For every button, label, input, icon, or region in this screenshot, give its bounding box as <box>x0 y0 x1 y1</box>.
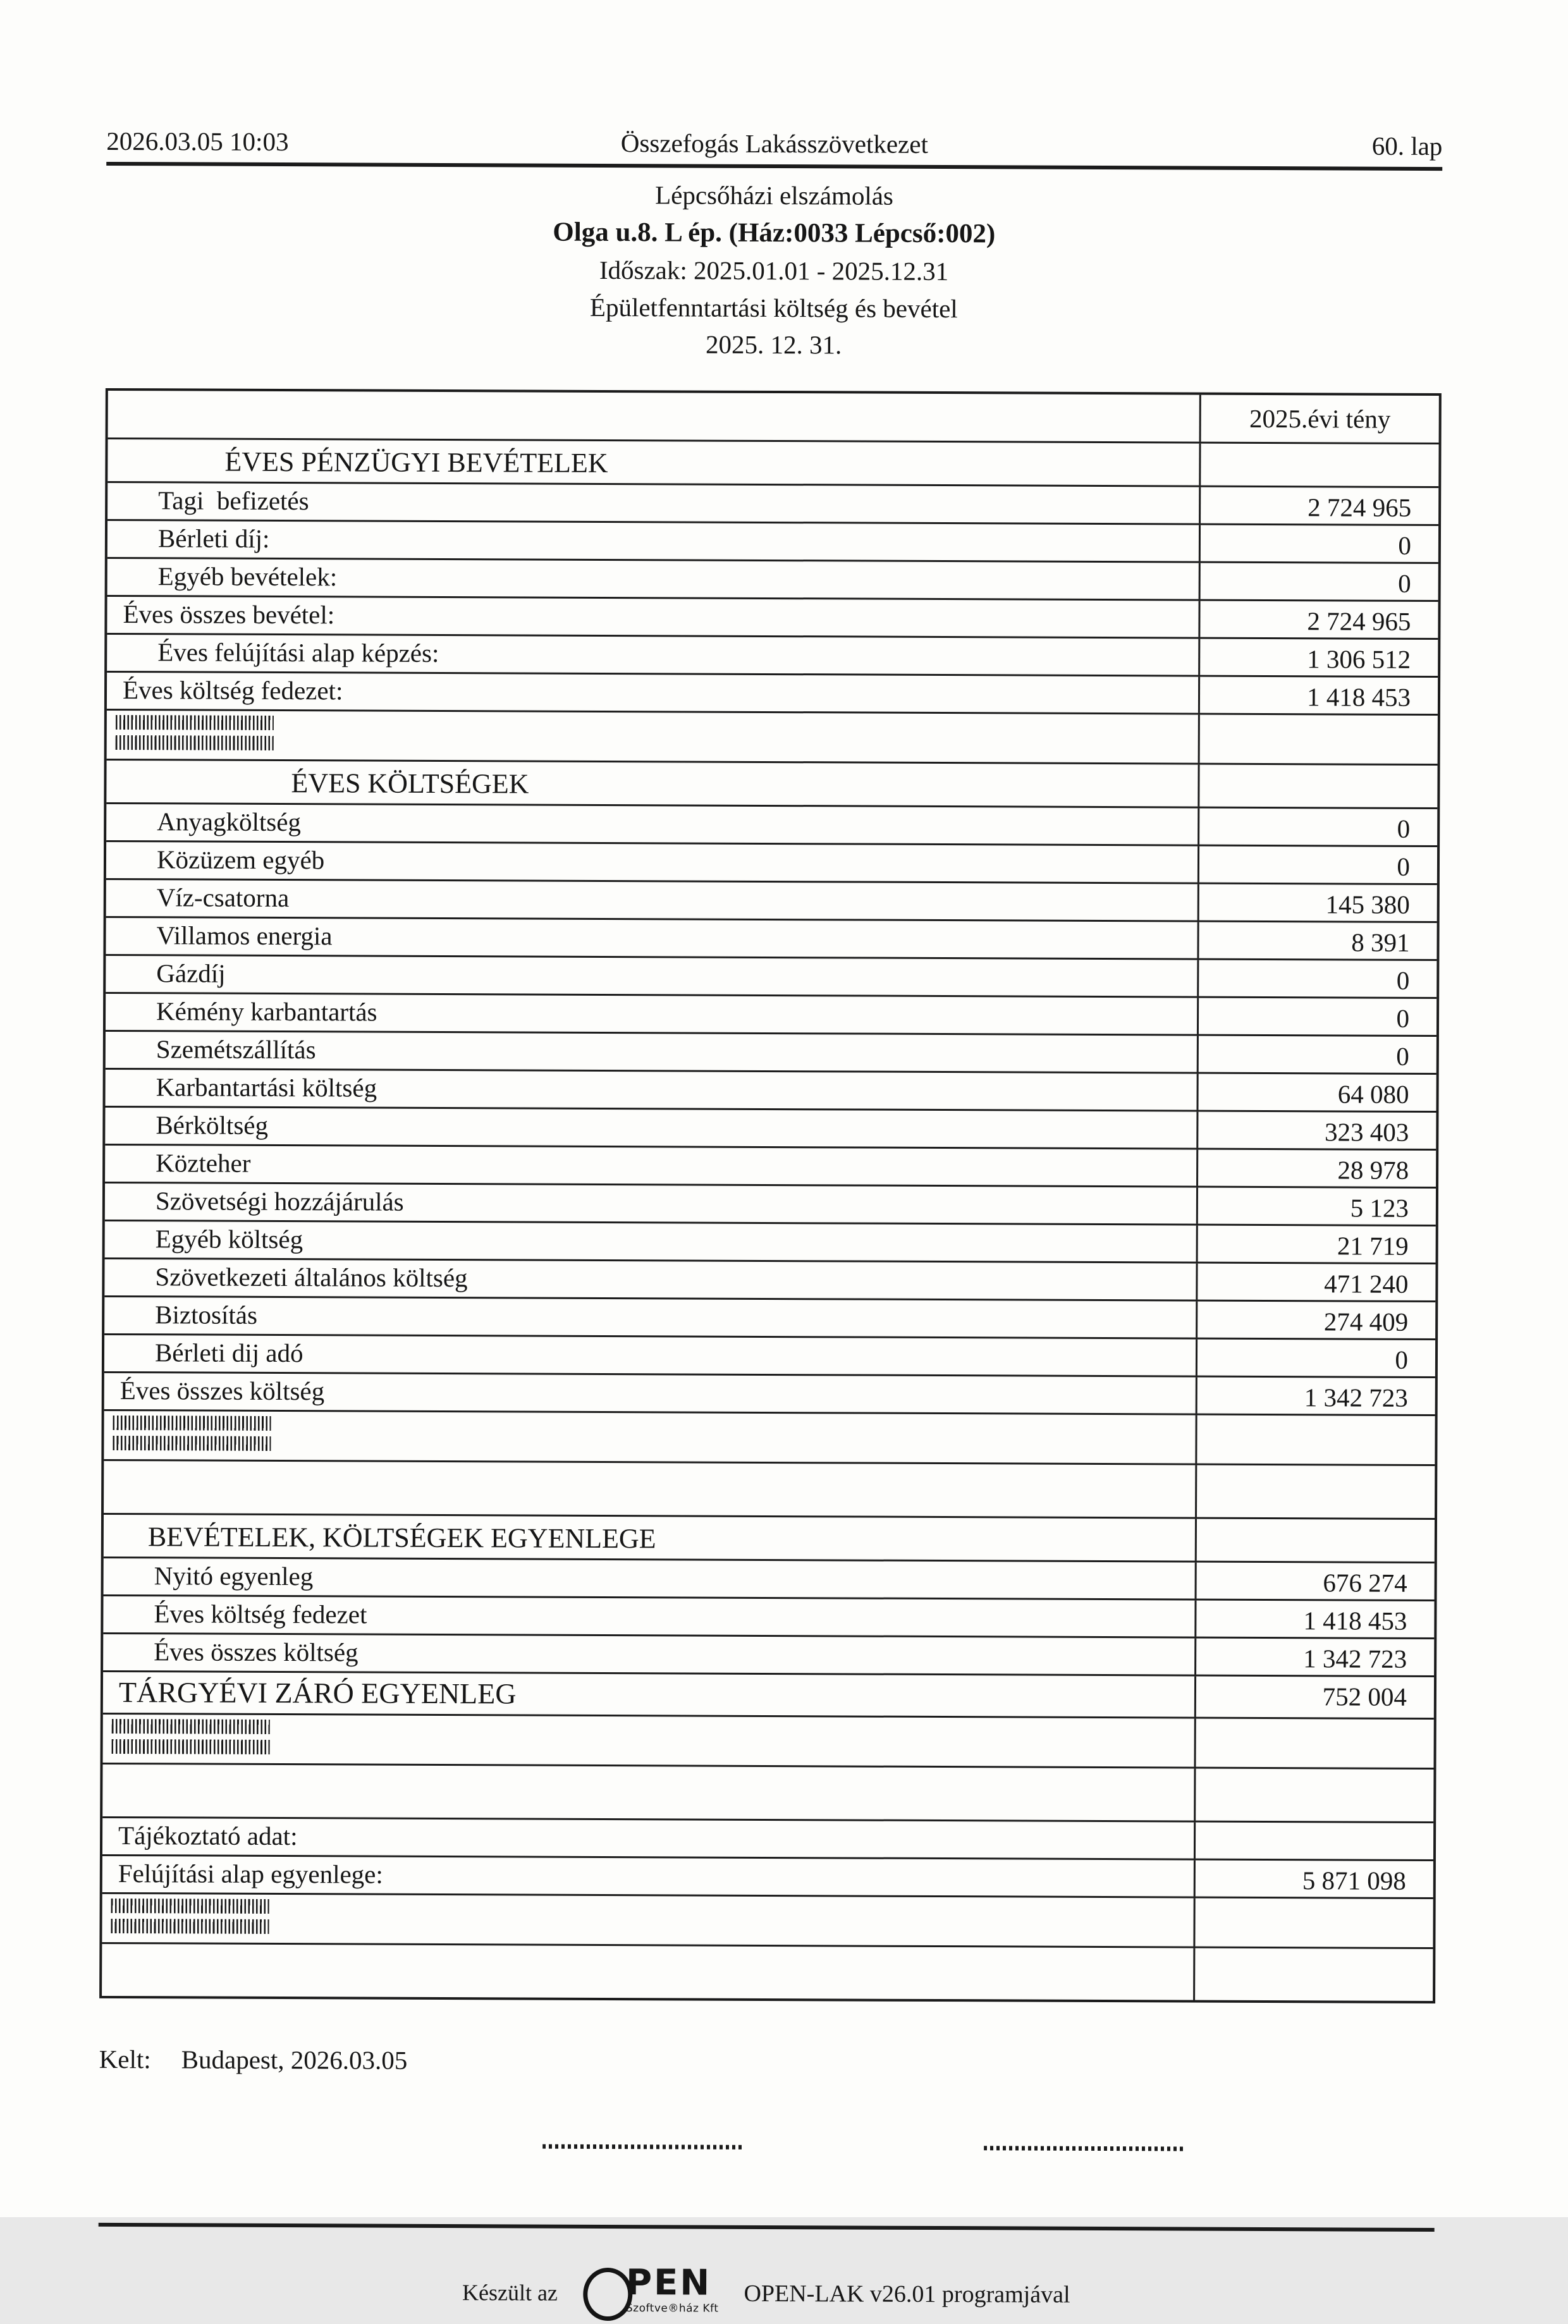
label-cell <box>107 521 1201 561</box>
table-row <box>106 918 1436 961</box>
row-label: Közteher <box>156 1148 251 1178</box>
value-cell <box>1197 1519 1435 1562</box>
row-value: 145 380 <box>1325 890 1410 919</box>
row-label: Gázdíj <box>156 958 226 988</box>
row-label: Kémény karbantartás <box>156 996 377 1027</box>
value-cell <box>1197 1465 1435 1518</box>
row-value: 1 418 453 <box>1306 682 1411 712</box>
label-cell <box>106 918 1199 958</box>
row-label: Éves összes költség <box>119 1376 325 1406</box>
table-row <box>102 1856 1433 1899</box>
row-label: Bérleti dij adó <box>154 1338 303 1368</box>
table-row <box>102 1818 1433 1861</box>
value-cell <box>1196 1601 1434 1637</box>
row-label: Közüzem egyéb <box>156 845 325 875</box>
value-cell <box>1199 809 1437 845</box>
statement-table <box>99 388 1442 2003</box>
table-row <box>105 1146 1436 1189</box>
row-value: 0 <box>1398 568 1411 598</box>
label-cell <box>107 597 1200 637</box>
table-row <box>106 880 1437 923</box>
row-label: ÉVES KÖLTSÉGEK <box>291 768 529 800</box>
row-label: Éves költség fedezet <box>154 1599 367 1629</box>
value-cell <box>1198 1112 1436 1149</box>
row-value: 8 391 <box>1351 927 1410 957</box>
footer-credit <box>98 2263 1434 2324</box>
barcode-stripe <box>113 1416 271 1431</box>
label-cell <box>104 1558 1197 1599</box>
row-label: Éves költség fedezet: <box>122 675 343 706</box>
row-value: 0 <box>1396 965 1410 995</box>
value-cell <box>1195 1899 1433 1947</box>
section-row <box>104 1515 1435 1563</box>
row-label: Anyagköltség <box>157 807 302 837</box>
barcode-stripe <box>116 735 274 750</box>
table-row <box>104 1259 1435 1302</box>
row-value: 1 306 512 <box>1307 644 1411 674</box>
label-cell <box>103 1596 1196 1637</box>
label-cell <box>106 1070 1199 1110</box>
row-value: 2 724 965 <box>1307 606 1411 636</box>
label-cell <box>107 483 1201 523</box>
row-value: 0 <box>1395 1345 1409 1374</box>
label-cell <box>104 1411 1197 1464</box>
scanned-sheet <box>98 0 1443 2324</box>
barcode-mark <box>107 715 274 755</box>
table-row <box>107 521 1438 564</box>
label-cell <box>106 761 1199 807</box>
section-row <box>107 439 1438 488</box>
barcode-mark <box>103 1719 270 1759</box>
value-cell <box>1200 639 1438 676</box>
table-row <box>104 1297 1435 1340</box>
value-cell <box>1196 1639 1434 1675</box>
table-row <box>105 1108 1436 1151</box>
value-cell <box>1196 1719 1434 1768</box>
value-cell <box>1201 525 1438 562</box>
open-logo-subtext: Szoftve®ház Kft <box>625 2302 719 2315</box>
row-label: Felújítási alap egyenlege: <box>118 1859 383 1889</box>
table-row <box>106 994 1436 1037</box>
table-row <box>107 597 1438 640</box>
open-logo-circle-icon <box>583 2268 632 2321</box>
value-cell <box>1199 847 1437 883</box>
row-value: 0 <box>1398 530 1412 560</box>
value-cell <box>1196 1861 1433 1897</box>
period-line: Időszak: 2025.01.01 - 2025.12.31 <box>599 255 949 286</box>
signature-dotted-line <box>542 2144 744 2150</box>
label-cell <box>102 1894 1195 1947</box>
table-row <box>107 559 1438 602</box>
building-title: Olga u.8. L ép. (Ház:0033 Lépcső:002) <box>553 217 996 249</box>
table-row <box>106 956 1436 999</box>
value-cell <box>1199 765 1437 807</box>
label-cell <box>106 842 1199 883</box>
value-cell <box>1199 884 1437 921</box>
table-row <box>104 1335 1435 1378</box>
label-cell <box>105 1108 1198 1148</box>
row-label: Villamos energia <box>156 920 333 951</box>
label-cell <box>103 1672 1196 1717</box>
table-header-row <box>108 391 1439 444</box>
table-row <box>104 1461 1435 1520</box>
table-row <box>102 1764 1433 1823</box>
table-row <box>103 1596 1434 1639</box>
row-value: 1 342 723 <box>1303 1644 1407 1673</box>
report-title: Lépcsőházi elszámolás <box>655 180 894 211</box>
open-logo <box>583 2262 719 2321</box>
label-cell <box>104 1335 1197 1376</box>
table-row <box>107 711 1438 766</box>
table-row <box>102 1894 1433 1949</box>
value-cell <box>1197 1302 1435 1338</box>
print-datetime: 2026.03.05 10:03 <box>106 126 289 157</box>
label-cell <box>107 635 1200 675</box>
value-cell <box>1198 1188 1436 1225</box>
row-label: Bérleti díj: <box>157 523 270 553</box>
label-cell <box>102 1764 1196 1821</box>
row-value: 1 418 453 <box>1303 1606 1407 1636</box>
label-cell <box>105 1183 1198 1224</box>
value-cell <box>1196 1769 1433 1821</box>
value-cell <box>1199 960 1436 997</box>
open-logo-letters <box>625 2262 719 2315</box>
value-cell <box>1197 1340 1435 1376</box>
label-cell <box>105 1221 1198 1262</box>
row-label: Szemétszállítás <box>156 1034 316 1065</box>
label-cell <box>106 1032 1199 1072</box>
label-cell <box>106 956 1199 996</box>
table-row <box>105 1221 1436 1264</box>
row-value: 5 123 <box>1350 1193 1409 1223</box>
row-value: 64 080 <box>1337 1079 1409 1109</box>
value-cell <box>1198 1150 1436 1187</box>
value-cell <box>1200 601 1438 638</box>
row-value: 471 240 <box>1324 1269 1409 1299</box>
barcode-stripe <box>111 1899 269 1914</box>
row-value: 0 <box>1397 814 1411 843</box>
table-row <box>107 483 1438 526</box>
row-value: 0 <box>1396 1041 1409 1071</box>
label-cell <box>104 1297 1197 1338</box>
row-label: TÁRGYÉVI ZÁRÓ EGYENLEG <box>118 1676 517 1710</box>
value-cell <box>1197 1416 1435 1464</box>
barcode-mark <box>104 1416 271 1456</box>
value-column-header <box>1201 395 1439 443</box>
signature-dotted-line <box>984 2146 1185 2151</box>
table-row <box>106 804 1437 847</box>
label-cell <box>104 1259 1197 1300</box>
footer-rule <box>99 2223 1435 2232</box>
row-value: 28 978 <box>1337 1155 1409 1185</box>
row-value: 1 342 723 <box>1304 1383 1408 1412</box>
table-row <box>103 1634 1434 1677</box>
row-label: Egyéb bevételek: <box>157 561 338 592</box>
report-date: 2025. 12. 31. <box>705 329 842 360</box>
row-value: 676 274 <box>1323 1568 1407 1598</box>
row-label: Egyéb költség <box>155 1224 303 1254</box>
value-cell <box>1197 1264 1435 1300</box>
row-value: 323 403 <box>1325 1117 1409 1147</box>
row-label: Szövetségi hozzájárulás <box>155 1186 404 1216</box>
row-label: Éves összes bevétel: <box>123 599 335 630</box>
value-cell <box>1196 1677 1434 1718</box>
label-cell <box>102 1856 1196 1897</box>
label-cell <box>103 1634 1196 1675</box>
row-value: 752 004 <box>1322 1682 1407 1711</box>
value-cell <box>1199 998 1436 1035</box>
row-label: Biztosítás <box>155 1300 258 1330</box>
value-cell <box>1199 1036 1436 1073</box>
row-label: Tájékoztató adat: <box>118 1821 298 1851</box>
row-label: Víz-csatorna <box>156 883 290 913</box>
label-cell <box>103 1715 1196 1767</box>
row-value: 0 <box>1396 1003 1410 1033</box>
page-number: 60. lap <box>1371 131 1443 161</box>
value-header-text: 2025.évi tény <box>1249 403 1391 434</box>
dateline-label: Kelt: <box>99 2044 151 2074</box>
table-row <box>104 1373 1435 1416</box>
table-row <box>107 635 1438 678</box>
table-row <box>104 1411 1435 1466</box>
value-cell <box>1195 1948 1433 2001</box>
row-label: Bérköltség <box>156 1110 269 1140</box>
row-value: 5 871 098 <box>1302 1866 1406 1895</box>
signature-area <box>99 2130 1435 2152</box>
open-logo-text: PEN <box>625 2262 712 2304</box>
row-label: Szövetkezeti általános költség <box>155 1262 468 1293</box>
table-row <box>106 842 1437 885</box>
value-cell <box>1201 563 1438 600</box>
table-row <box>105 1070 1436 1113</box>
label-cell <box>104 1461 1197 1517</box>
value-cell <box>1201 487 1438 524</box>
label-cell <box>107 673 1200 713</box>
table-row <box>102 1944 1433 2001</box>
table-row <box>107 673 1438 716</box>
label-cell <box>107 559 1201 599</box>
dateline <box>99 2044 1435 2079</box>
section-row <box>106 761 1437 809</box>
barcode-stripe <box>111 1919 269 1934</box>
row-value: 21 719 <box>1337 1231 1409 1261</box>
row-label: BEVÉTELEK, KÖLTSÉGEK EGYENLEGE <box>147 1521 656 1555</box>
title-block <box>106 174 1442 365</box>
label-cell <box>104 1373 1197 1414</box>
label-cell <box>106 804 1199 845</box>
dateline-value: Budapest, 2026.03.05 <box>181 2045 408 2075</box>
label-cell <box>102 1944 1195 2000</box>
value-cell <box>1199 922 1436 959</box>
table-row <box>104 1558 1435 1601</box>
value-cell <box>1200 677 1438 714</box>
label-cell <box>106 880 1199 920</box>
label-cell <box>104 1515 1197 1561</box>
row-value: 2 724 965 <box>1308 492 1412 522</box>
label-cell <box>107 711 1200 763</box>
label-cell <box>106 994 1199 1034</box>
report-subtitle: Épületfenntartási költség és bevétel <box>589 292 958 323</box>
barcode-mark <box>102 1899 269 1939</box>
table-row <box>106 1032 1436 1075</box>
value-cell <box>1197 1378 1435 1414</box>
barcode-stripe <box>112 1719 270 1734</box>
table-row <box>103 1715 1434 1770</box>
row-value: 0 <box>1397 852 1411 881</box>
credit-suffix: OPEN-LAK v26.01 programjával <box>744 2280 1070 2308</box>
table-row <box>103 1672 1434 1720</box>
value-cell <box>1196 1823 1433 1859</box>
page-header <box>106 127 1442 161</box>
table-row <box>105 1183 1436 1226</box>
label-cell <box>105 1146 1198 1186</box>
value-cell <box>1198 1226 1436 1263</box>
label-cell <box>107 439 1201 486</box>
barcode-stripe <box>116 715 274 730</box>
value-cell <box>1198 1074 1436 1111</box>
barcode-stripe <box>113 1436 271 1451</box>
row-label: Éves összes költség <box>154 1637 358 1667</box>
row-value: 274 409 <box>1323 1307 1409 1336</box>
header-rule <box>106 162 1442 171</box>
header-label-cell <box>108 391 1201 442</box>
value-cell <box>1197 1563 1435 1599</box>
value-cell <box>1200 715 1438 764</box>
organization-name: Összefogás Lakásszövetkezet <box>620 128 928 159</box>
row-label: Éves felújítási alap képzés: <box>157 637 439 668</box>
value-cell <box>1201 444 1438 486</box>
row-label: ÉVES PÉNZÜGYI BEVÉTELEK <box>224 446 608 479</box>
row-label: Nyitó egyenleg <box>154 1561 314 1591</box>
row-label: Karbantartási költség <box>156 1072 377 1103</box>
label-cell <box>102 1818 1196 1859</box>
barcode-stripe <box>112 1739 270 1754</box>
credit-prefix: Készült az <box>462 2280 558 2306</box>
row-label: Tagi befizetés <box>158 486 309 516</box>
